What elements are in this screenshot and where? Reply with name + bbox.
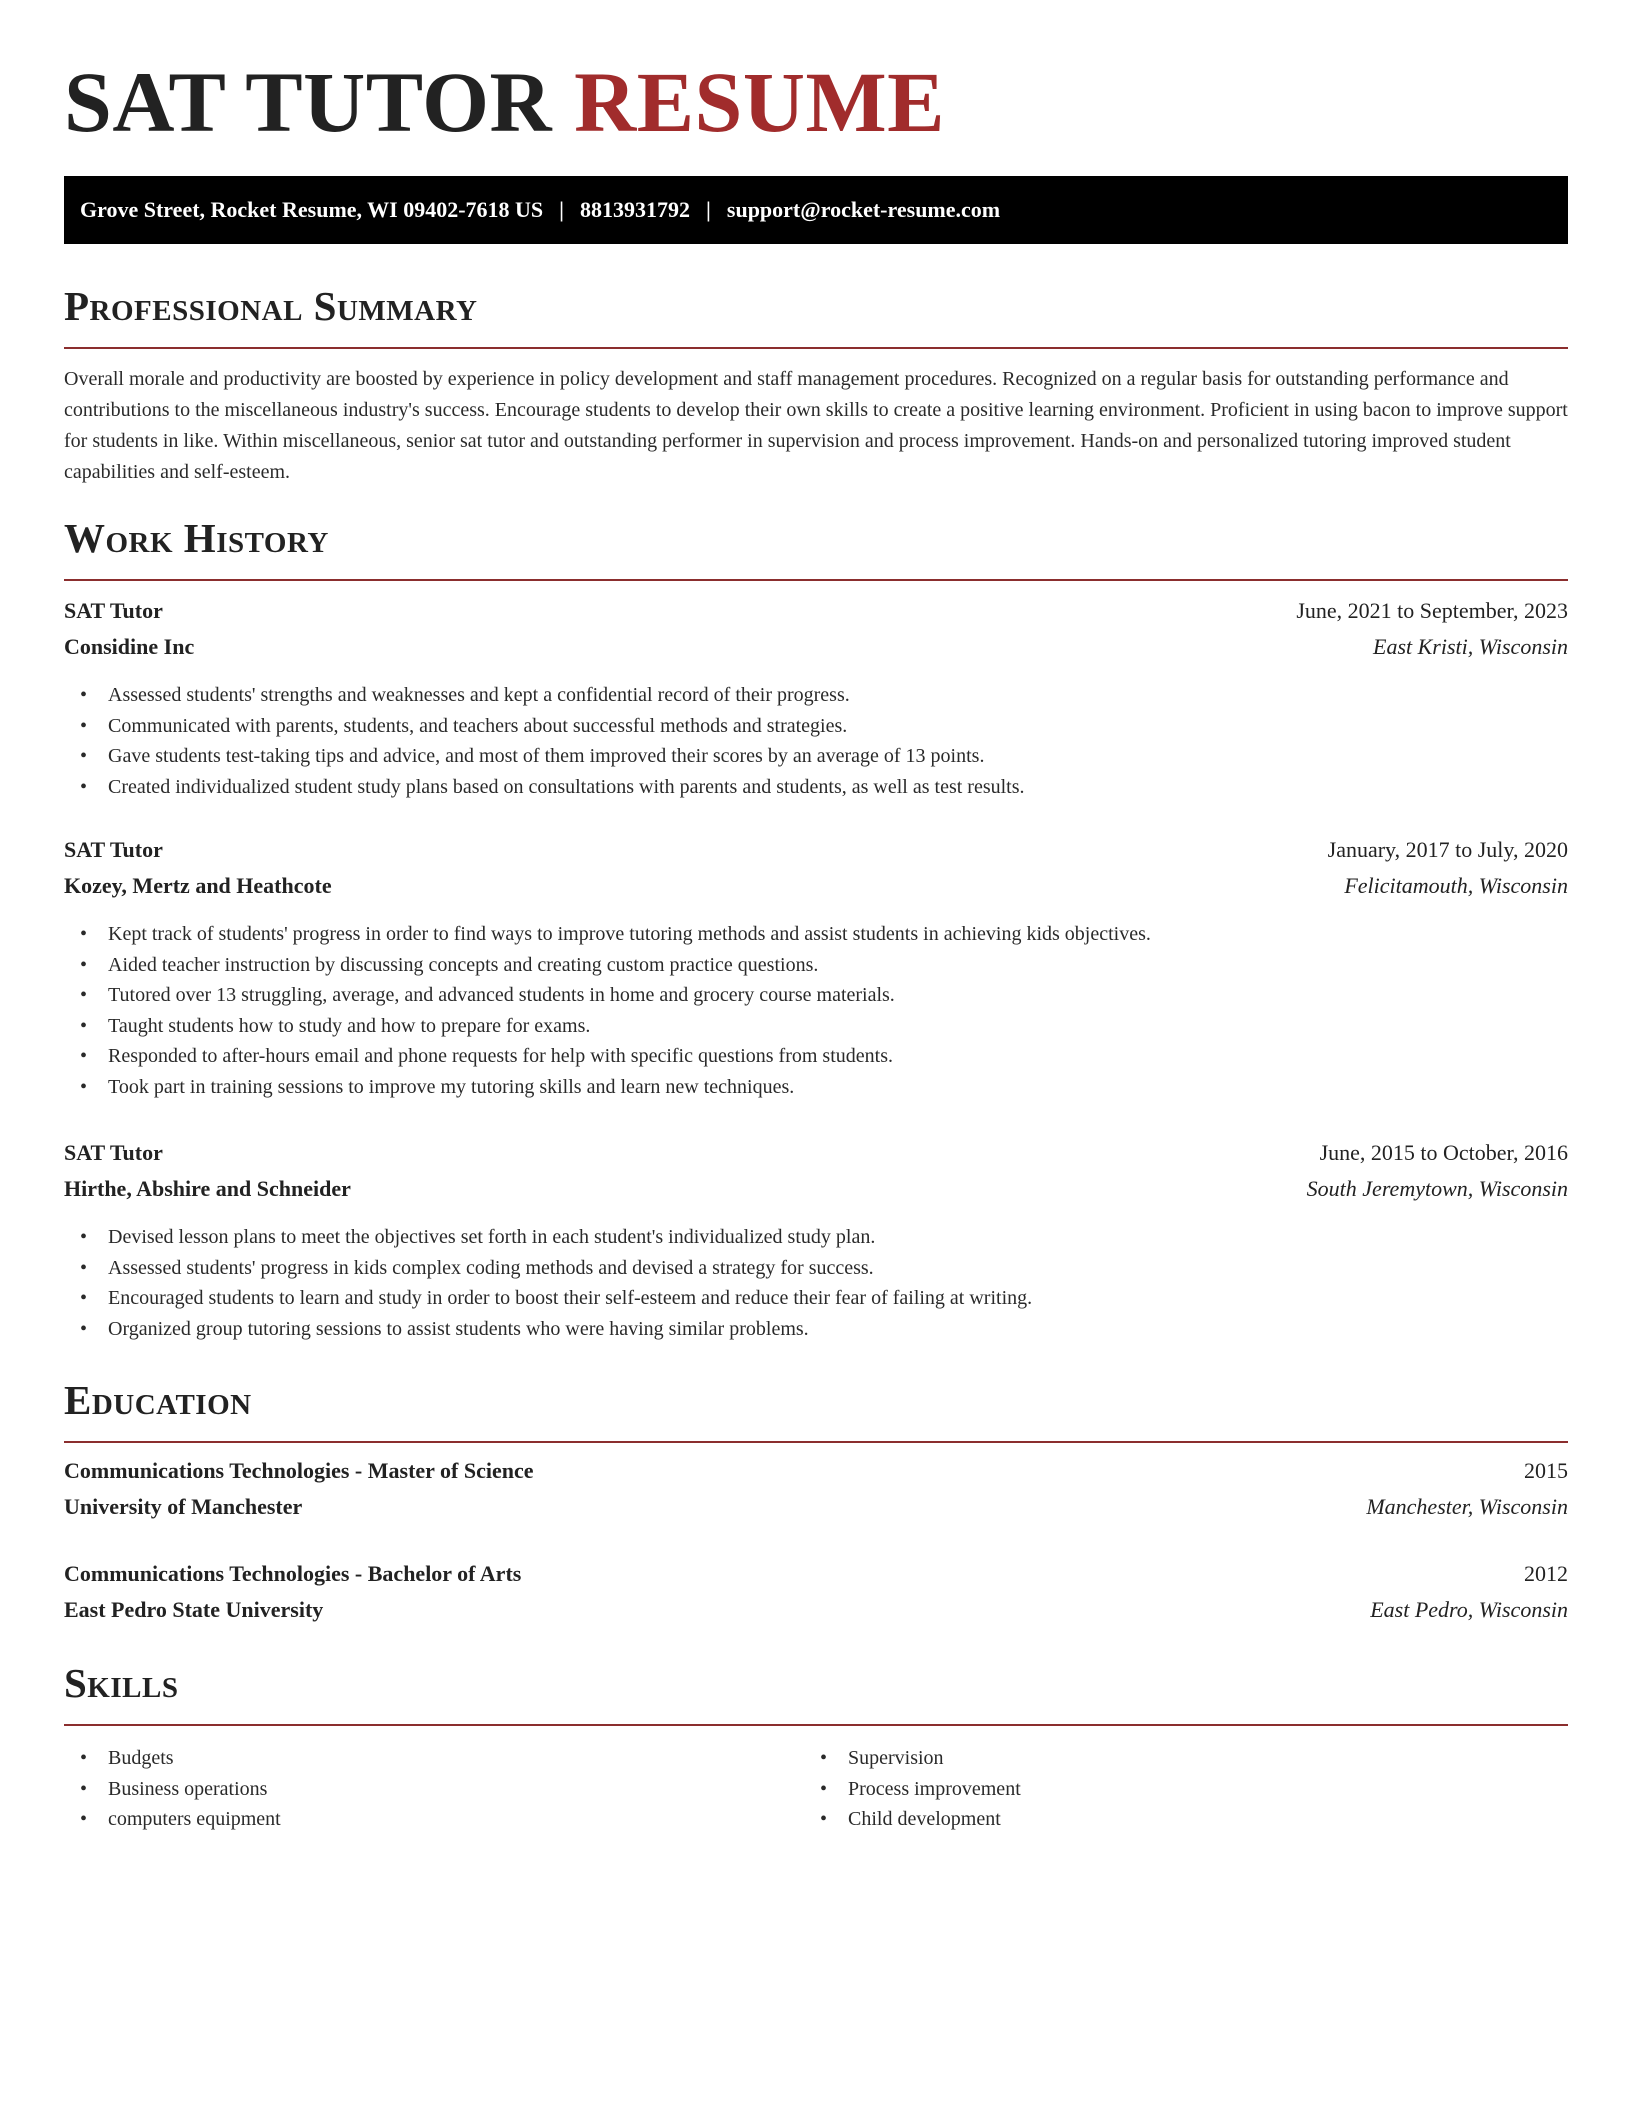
job-bullet: • Assessed students' progress in kids complex coding methods and devised a strategy for success. <box>64 1253 1568 1284</box>
job-header-row <box>64 598 1568 634</box>
education-degree: Communications Technologies - Bachelor of Arts <box>64 1561 522 1586</box>
section-divider <box>64 1441 1568 1443</box>
job-company: Kozey, Mertz and Heathcote <box>64 873 332 898</box>
contact-phone: 8813931792 <box>580 197 691 222</box>
education-entry <box>64 1561 1568 1633</box>
contact-separator: | <box>706 197 711 222</box>
job-title: SAT Tutor <box>64 1140 163 1165</box>
job-dates: June, 2021 to September, 2023 <box>1296 598 1568 623</box>
education-degree: Communications Technologies - Master of Science <box>64 1458 534 1483</box>
job-bullet: • Taught students how to study and how to prepare for exams. <box>64 1011 1568 1042</box>
job-bullet: • Organized group tutoring sessions to assist students who were having similar problems. <box>64 1314 1568 1345</box>
job-bullet: • Encouraged students to learn and study in order to boost their self-esteem and reduce their fear of failing at writing. <box>64 1283 1568 1314</box>
contact-bar <box>64 176 1568 244</box>
job-bullet-list <box>64 680 1568 802</box>
job-bullet: • Created individualized student study plans based on consultations with parents and students, as well as test results. <box>64 772 1568 803</box>
section-divider <box>64 1724 1568 1726</box>
job-bullet: • Communicated with parents, students, and teachers about successful methods and strategies. <box>64 711 1568 742</box>
skill-item: • computers equipment <box>64 1804 804 1835</box>
job-location: East Kristi, Wisconsin <box>1373 634 1568 659</box>
skills-heading: Skills <box>64 1660 179 1706</box>
education-school-row <box>64 1597 1568 1633</box>
section-divider <box>64 347 1568 349</box>
education-degree-row <box>64 1561 1568 1597</box>
job-entry <box>64 598 1568 802</box>
education-school: University of Manchester <box>64 1494 303 1519</box>
skills-column-left <box>64 1743 804 1835</box>
job-bullet-list <box>64 1222 1568 1344</box>
work-history-section <box>64 512 1568 564</box>
summary-text: Overall morale and productivity are boosted by experience in policy development and staff management procedures. Recognized on a regular basis for outstanding performance and contributions to the miscellaneous industry's success. Encourage students to develop their own skills to create a positive learning environment. Proficient in using bacon to improve support for students in like. Within miscellaneous, senior sat tutor and outstanding performer in supervision and process improvement. Hands-on and personalized tutoring improved student capabilities and self-esteem. <box>64 368 1568 483</box>
job-entry <box>64 837 1568 1102</box>
skills-section <box>64 1657 1568 1709</box>
resume-title <box>64 52 945 152</box>
job-title: SAT Tutor <box>64 598 163 623</box>
education-heading: Education <box>64 1377 252 1423</box>
contact-address: Grove Street, Rocket Resume, WI 09402-7618 US <box>80 197 544 222</box>
job-bullet: • Devised lesson plans to meet the objectives set forth in each student's individualized study plan. <box>64 1222 1568 1253</box>
education-degree-row <box>64 1458 1568 1494</box>
job-bullet: • Took part in training sessions to improve my tutoring skills and learn new techniques. <box>64 1072 1568 1103</box>
job-company-row <box>64 1176 1568 1212</box>
skills-list <box>64 1733 1568 1835</box>
summary-heading: Professional Summary <box>64 283 478 329</box>
education-section <box>64 1374 1568 1426</box>
job-company-row <box>64 873 1568 909</box>
job-bullet: • Gave students test-taking tips and advice, and most of them improved their scores by an average of 13 points. <box>64 741 1568 772</box>
job-bullet: • Tutored over 13 struggling, average, and advanced students in home and grocery course materials. <box>64 980 1568 1011</box>
summary-section <box>64 280 1568 332</box>
job-location: Felicitamouth, Wisconsin <box>1344 873 1568 898</box>
skills-column-right <box>804 1743 1544 1835</box>
job-header-row <box>64 1140 1568 1176</box>
education-location: Manchester, Wisconsin <box>1366 1494 1568 1519</box>
job-company: Hirthe, Abshire and Schneider <box>64 1176 351 1201</box>
job-bullet: • Kept track of students' progress in order to find ways to improve tutoring methods and assist students in achieving kids objectives. <box>64 919 1568 950</box>
skill-item: • Supervision <box>804 1743 1544 1774</box>
contact-separator: | <box>559 197 565 222</box>
job-bullet: • Responded to after-hours email and phone requests for help with specific questions from students. <box>64 1041 1568 1072</box>
job-title: SAT Tutor <box>64 837 163 862</box>
section-divider <box>64 579 1568 581</box>
education-school-row <box>64 1494 1568 1530</box>
skill-item: • Budgets <box>64 1743 804 1774</box>
education-year: 2015 <box>1524 1458 1568 1483</box>
job-header-row <box>64 837 1568 873</box>
education-location: East Pedro, Wisconsin <box>1370 1597 1568 1622</box>
contact-email: support@rocket-resume.com <box>726 197 1001 222</box>
job-company-row <box>64 634 1568 670</box>
job-dates: January, 2017 to July, 2020 <box>1327 837 1568 862</box>
skill-item: • Process improvement <box>804 1774 1544 1805</box>
education-entry <box>64 1458 1568 1530</box>
job-bullet: • Aided teacher instruction by discussing concepts and creating custom practice questions. <box>64 950 1568 981</box>
job-entry <box>64 1140 1568 1344</box>
education-year: 2012 <box>1524 1561 1568 1586</box>
job-dates: June, 2015 to October, 2016 <box>1319 1140 1568 1165</box>
job-location: South Jeremytown, Wisconsin <box>1306 1176 1568 1201</box>
education-school: East Pedro State University <box>64 1597 324 1622</box>
title-accent: RESUME <box>574 54 946 150</box>
job-company: Considine Inc <box>64 634 195 659</box>
job-bullet: • Assessed students' strengths and weaknesses and kept a confidential record of their progress. <box>64 680 1568 711</box>
title-main: SAT TUTOR <box>64 54 553 150</box>
skill-item: • Business operations <box>64 1774 804 1805</box>
work-history-heading: Work History <box>64 515 329 561</box>
skill-item: • Child development <box>804 1804 1544 1835</box>
job-bullet-list <box>64 919 1568 1102</box>
